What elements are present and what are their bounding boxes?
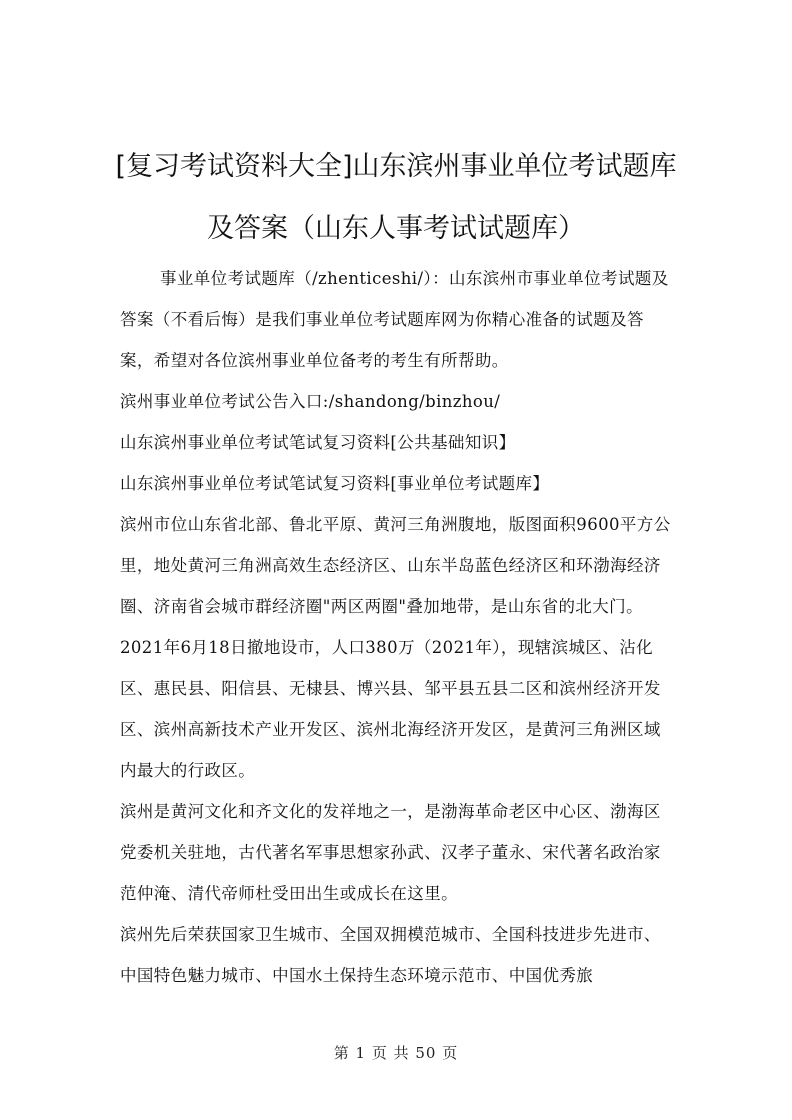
culture-history-paragraph: 滨州是黄河文化和齐文化的发祥地之一，是渤海革命老区中心区、渤海区党委机关驻地，古代著名军事思想家孙武、汉孝子董永、宋代著名政治家范仲淹、清代帝师杜受田出生或成长在这里。 [120,802,661,903]
page-footer: 第 1 页 共 50 页 [333,1044,459,1062]
study-material-line-public: 山东滨州事业单位考试笔试复习资料[公共基础知识】 [120,433,516,452]
document-title-line-2: 及答案（山东人事考试试题库） [207,213,585,244]
intro-paragraph: 事业单位考试题库（/zhenticeshi/）：山东滨州市事业单位考试题及答案（不看后悔）是我们事业单位考试题库网为你精心准备的试题及答案，希望对各位滨州事业单位备考的考生有所帮助。 [120,269,669,370]
document-body [120,258,672,996]
announcement-entry-line: 滨州事业单位考试公告入口:/shandong/binzhou/ [120,392,501,411]
study-material-line-question-bank: 山东滨州事业单位考试笔试复习资料[事业单位考试题库】 [120,474,550,493]
honors-paragraph: 滨州先后荣获国家卫生城市、全国双拥模范城市、全国科技进步先进市、中国特色魅力城市、中国水土保持生态环境示范市、中国优秀旅 [120,925,661,985]
city-overview-paragraph: 滨州市位山东省北部、鲁北平原、黄河三角洲腹地，版图面积9600平方公里，地处黄河三角洲高效生态经济区、山东半岛蓝色经济区和环渤海经济圈、济南省会城市群经济圈"两区两圈"叠加地带，是山东省的北大门。2021年6月18日撤地设市，人口380万（2021年），现辖滨城区、沾化区、惠民县、阳信县、无棣县、博兴县、邹平县五县二区和滨州经济开发区、滨州高新技术产业开发区、滨州北海经济开发区，是黄河三角洲区域内最大的行政区。 [120,515,671,780]
document-title-line-1: [复习考试资料大全]山东滨州事业单位考试题库 [115,151,677,182]
